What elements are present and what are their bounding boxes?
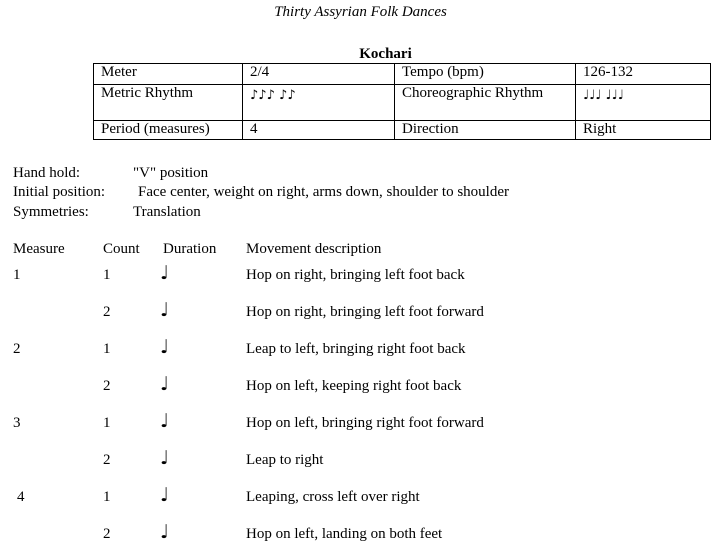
quarter-note-icon: ♩ — [160, 299, 169, 321]
duration-column-header: Duration — [163, 241, 217, 257]
quarter-note-icon: ♩ — [160, 484, 169, 506]
period-label: Period (measures) — [94, 121, 243, 140]
step-count: 2 — [103, 452, 111, 468]
quarter-note-icon: ♩ — [160, 336, 169, 358]
symmetries-value: Translation — [133, 204, 201, 220]
metric-rhythm-notes: ♪♪♪ ♪♪ — [250, 88, 296, 103]
measure-column-header: Measure — [13, 241, 65, 257]
step-count: 1 — [103, 415, 111, 431]
dance-title: Kochari — [359, 46, 412, 62]
step-description: Leaping, cross left over right — [246, 489, 420, 505]
direction-label: Direction — [395, 121, 576, 140]
description-column-header: Movement description — [246, 241, 382, 257]
step-measure: 1 — [13, 267, 21, 283]
quarter-note-icon: ♩ — [160, 262, 169, 284]
symmetries-label: Symmetries: — [13, 204, 89, 220]
quarter-note-icon: ♩ — [160, 410, 169, 432]
period-value: 4 — [243, 121, 395, 140]
step-count: 1 — [103, 489, 111, 505]
step-count: 1 — [103, 267, 111, 283]
tempo-label: Tempo (bpm) — [395, 64, 576, 85]
step-description: Hop on right, bringing left foot back — [246, 267, 465, 283]
tempo-value: 126-132 — [576, 64, 711, 85]
quarter-note-icon: ♩ — [160, 521, 169, 543]
step-measure: 3 — [13, 415, 21, 431]
count-column-header: Count — [103, 241, 140, 257]
step-count: 2 — [103, 526, 111, 542]
hand-hold-value: "V" position — [133, 165, 209, 181]
quarter-note-icon: ♩ — [160, 373, 169, 395]
meter-label: Meter — [94, 64, 243, 85]
step-description: Hop on left, bringing right foot forward — [246, 415, 484, 431]
step-count: 1 — [103, 341, 111, 357]
step-measure: 4 — [17, 489, 25, 505]
step-measure: 2 — [13, 341, 21, 357]
quarter-note-icon: ♩ — [160, 447, 169, 469]
initial-position-label: Initial position: — [13, 184, 106, 200]
step-description: Leap to right — [246, 452, 324, 468]
hand-hold-label: Hand hold: — [13, 165, 81, 181]
step-count: 2 — [103, 304, 111, 320]
direction-value: Right — [576, 121, 711, 140]
choreographic-rhythm-notes: ♩♩♩ ♩♩♩ — [583, 88, 624, 103]
step-description: Hop on right, bringing left foot forward — [246, 304, 484, 320]
step-description: Leap to left, bringing right foot back — [246, 341, 466, 357]
page-header-title: Thirty Assyrian Folk Dances — [274, 4, 447, 20]
choreographic-rhythm-label: Choreographic Rhythm — [395, 85, 576, 121]
initial-position-value: Face center, weight on right, arms down, shoulder to shoulder — [138, 184, 509, 200]
meter-value: 2/4 — [243, 64, 395, 85]
metric-rhythm-label: Metric Rhythm — [94, 85, 243, 121]
dance-info-table — [93, 63, 711, 140]
step-description: Hop on left, landing on both feet — [246, 526, 443, 542]
step-count: 2 — [103, 378, 111, 394]
step-description: Hop on left, keeping right foot back — [246, 378, 462, 394]
